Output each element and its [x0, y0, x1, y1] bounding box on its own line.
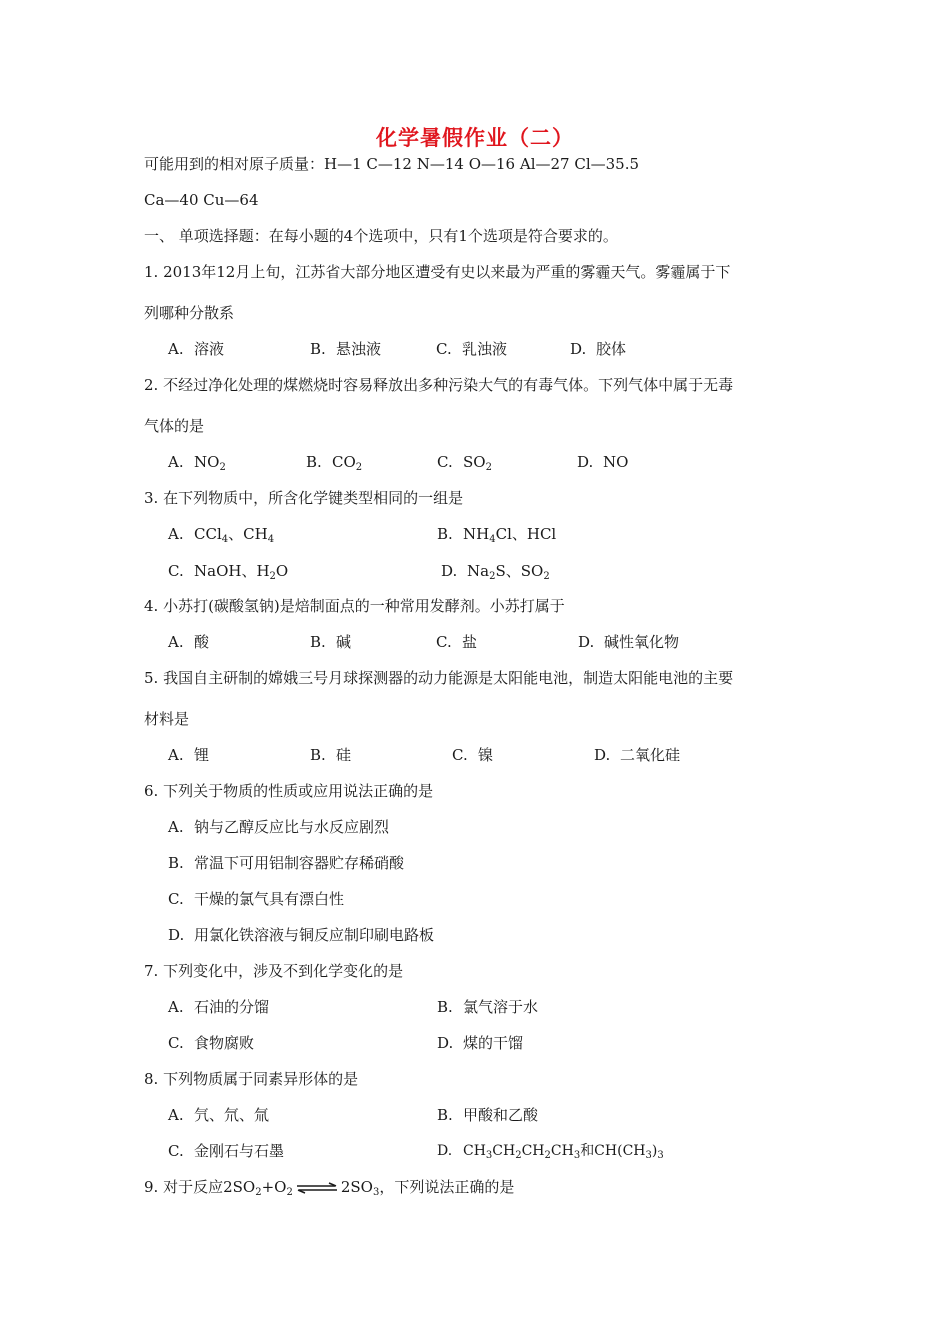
option-text: 石油的分馏: [194, 998, 270, 1016]
option-text: 碱: [336, 633, 352, 651]
stem-text: 9. 对于反应2SO: [144, 1178, 256, 1196]
question-7-option-c[interactable]: [168, 1033, 254, 1053]
option-text: 常温下可用铝制容器贮存稀硝酸: [194, 854, 405, 872]
question-4-option-c[interactable]: [436, 632, 477, 652]
option-key: A.: [168, 633, 184, 651]
formula: CCl: [194, 525, 222, 543]
subscript: 2: [269, 571, 276, 582]
option-key: D.: [577, 453, 594, 471]
option-key: C.: [452, 746, 468, 764]
question-8-stem: 8. 下列物质属于同素异形体的是: [144, 1070, 359, 1088]
option-key: A.: [168, 453, 184, 471]
option-text: 氕、氘、氚: [194, 1106, 270, 1124]
option-key: A.: [168, 340, 184, 358]
option-key: B.: [437, 525, 453, 543]
option-text: 煤的干馏: [463, 1034, 524, 1052]
formula: CH: [521, 1143, 545, 1159]
formula: S、SO: [495, 562, 544, 580]
question-3-option-a[interactable]: [168, 524, 274, 544]
option-key: D.: [570, 340, 587, 358]
question-3-option-c[interactable]: [168, 561, 288, 581]
formula: NO: [194, 453, 220, 471]
formula: CH: [550, 1143, 574, 1159]
question-7-option-a[interactable]: [168, 997, 269, 1017]
reversible-arrow-icon: [295, 1182, 339, 1194]
subscript: 2: [219, 462, 226, 473]
option-key: A.: [168, 525, 184, 543]
question-5-stem-line-1: 5. 我国自主研制的嫦娥三号月球探测器的动力能源是太阳能电池，制造太阳能电池的主要: [144, 669, 734, 687]
option-key: D.: [168, 926, 185, 944]
formula: NH: [463, 525, 490, 543]
question-2-stem-line-2: 气体的是: [144, 417, 205, 435]
subscript: 2: [489, 571, 496, 582]
option-key: A.: [168, 1106, 184, 1124]
option-key: C.: [436, 340, 452, 358]
option-text: 碱性氧化物: [604, 633, 680, 651]
option-text: 溶液: [194, 340, 225, 358]
option-key: A.: [168, 818, 184, 836]
question-5-option-c[interactable]: [452, 745, 493, 765]
stem-text: +O: [261, 1178, 287, 1196]
question-3-option-d[interactable]: [441, 561, 550, 581]
question-8-option-b[interactable]: [437, 1105, 538, 1125]
subscript: 3: [372, 1187, 380, 1198]
question-1-option-d[interactable]: [570, 339, 626, 359]
option-key: D.: [437, 1034, 454, 1052]
option-key: C.: [168, 562, 184, 580]
subscript: 2: [544, 1150, 551, 1161]
formula: O: [275, 562, 289, 580]
formula: Cl、HCl: [495, 525, 557, 543]
formula: Na: [467, 562, 490, 580]
question-3-stem: 3. 在下列物质中，所含化学键类型相同的一组是: [144, 489, 464, 507]
option-key: C.: [436, 633, 452, 651]
subscript: 2: [543, 571, 550, 582]
question-2-option-b[interactable]: [306, 452, 362, 472]
question-1-option-b[interactable]: [310, 339, 381, 359]
stem-text: 2SO: [340, 1178, 373, 1196]
question-4-stem: 4. 小苏打(碳酸氢钠)是焙制面点的一种常用发酵剂。小苏打属于: [144, 597, 565, 615]
option-text: 镍: [478, 746, 494, 764]
option-text: 锂: [194, 746, 210, 764]
subscript: 4: [221, 534, 229, 545]
stem-text: ，下列说法正确的是: [379, 1178, 515, 1196]
formula: ): [651, 1143, 658, 1159]
option-key: B.: [437, 1106, 453, 1124]
option-key: D.: [437, 1143, 453, 1159]
option-key: B.: [310, 340, 326, 358]
subscript: 4: [489, 534, 496, 545]
option-key: C.: [437, 453, 453, 471]
section-heading: 一、 单项选择题：在每小题的4个选项中，只有1个选项是符合要求的。: [144, 227, 618, 245]
option-key: A.: [168, 998, 184, 1016]
option-key: C.: [168, 890, 184, 908]
option-text: 硅: [336, 746, 352, 764]
question-6-stem: 6. 下列关于物质的性质或应用说法正确的是: [144, 782, 434, 800]
subscript: 2: [485, 462, 492, 473]
question-8-option-d[interactable]: [437, 1141, 664, 1161]
option-key: C.: [168, 1142, 184, 1160]
formula: CH: [463, 1143, 486, 1159]
option-key: D.: [578, 633, 595, 651]
question-9-stem: [144, 1177, 514, 1197]
question-2-option-c[interactable]: [437, 452, 492, 472]
option-key: B.: [310, 633, 326, 651]
question-6-option-b[interactable]: [168, 853, 404, 873]
option-text: 钠与乙醇反应比与水反应剧烈: [194, 818, 390, 836]
question-1-stem-line-1: 1. 2013年12月上旬，江苏省大部分地区遭受有史以来最为严重的雾霾天气。雾霾属于下: [144, 263, 731, 281]
atomic-mass-line-1: 可能用到的相对原子质量：H—1 C—12 N—14 O—16 Al—27 Cl—35.5: [144, 155, 640, 173]
question-2-option-a[interactable]: [168, 452, 226, 472]
option-text: 盐: [462, 633, 478, 651]
option-text: 甲酸和乙酸: [463, 1106, 539, 1124]
option-key: C.: [168, 1034, 184, 1052]
option-key: B.: [306, 453, 322, 471]
option-key: D.: [441, 562, 458, 580]
option-text: 干燥的氯气具有漂白性: [194, 890, 345, 908]
question-6-option-c[interactable]: [168, 889, 344, 909]
question-8-option-c[interactable]: [168, 1141, 284, 1161]
question-5-stem-line-2: 材料是: [144, 710, 190, 728]
formula: NO: [603, 453, 629, 471]
subscript: 3: [645, 1150, 652, 1161]
question-4-option-b[interactable]: [310, 632, 351, 652]
formula: CO: [332, 453, 356, 471]
formula: 、CH: [228, 525, 268, 543]
subscript: 2: [355, 462, 363, 473]
option-key: B.: [168, 854, 184, 872]
question-4-option-d[interactable]: [578, 632, 679, 652]
option-text: 胶体: [596, 340, 627, 358]
question-1-option-c[interactable]: [436, 339, 507, 359]
question-2-stem-line-1: 2. 不经过净化处理的煤燃烧时容易释放出多种污染大气的有毒气体。下列气体中属于无毒: [144, 376, 734, 394]
option-key: D.: [594, 746, 611, 764]
question-7-stem: 7. 下列变化中，涉及不到化学变化的是: [144, 962, 404, 980]
option-text: 食物腐败: [194, 1034, 255, 1052]
question-4-option-a[interactable]: [168, 632, 209, 652]
question-5-option-a[interactable]: [168, 745, 209, 765]
question-5-option-d[interactable]: [594, 745, 680, 765]
formula: SO: [463, 453, 486, 471]
atomic-mass-line-2: Ca—40 Cu—64: [144, 191, 259, 209]
question-2-option-d[interactable]: [577, 452, 628, 472]
subscript: 3: [573, 1150, 581, 1161]
page-title: 化学暑假作业（二）: [376, 126, 574, 150]
question-7-option-d[interactable]: [437, 1033, 523, 1053]
question-6-option-d[interactable]: [168, 925, 434, 945]
subscript: 2: [286, 1187, 293, 1198]
question-5-option-b[interactable]: [310, 745, 351, 765]
subscript: 2: [515, 1150, 522, 1161]
subscript: 2: [255, 1187, 262, 1198]
subscript: 4: [267, 534, 275, 545]
formula: 和CH(CH: [580, 1143, 646, 1159]
formula: CH: [492, 1143, 516, 1159]
subscript: 3: [485, 1150, 493, 1161]
question-1-option-a[interactable]: [168, 339, 224, 359]
option-text: 氯气溶于水: [463, 998, 539, 1016]
option-text: 用氯化铁溶液与铜反应制印刷电路板: [194, 926, 435, 944]
option-key: B.: [310, 746, 326, 764]
formula: NaOH、H: [194, 562, 270, 580]
question-7-option-b[interactable]: [437, 997, 538, 1017]
question-8-option-a[interactable]: [168, 1105, 269, 1125]
option-key: B.: [437, 998, 453, 1016]
question-1-stem-line-2: 列哪种分散系: [144, 304, 235, 322]
option-text: 金刚石与石墨: [194, 1142, 285, 1160]
question-6-option-a[interactable]: [168, 817, 389, 837]
question-3-option-b[interactable]: [437, 524, 556, 544]
option-text: 酸: [194, 633, 210, 651]
option-text: 二氧化硅: [620, 746, 681, 764]
option-text: 悬浊液: [336, 340, 382, 358]
option-key: A.: [168, 746, 184, 764]
option-text: 乳浊液: [462, 340, 508, 358]
subscript: 3: [657, 1150, 664, 1161]
